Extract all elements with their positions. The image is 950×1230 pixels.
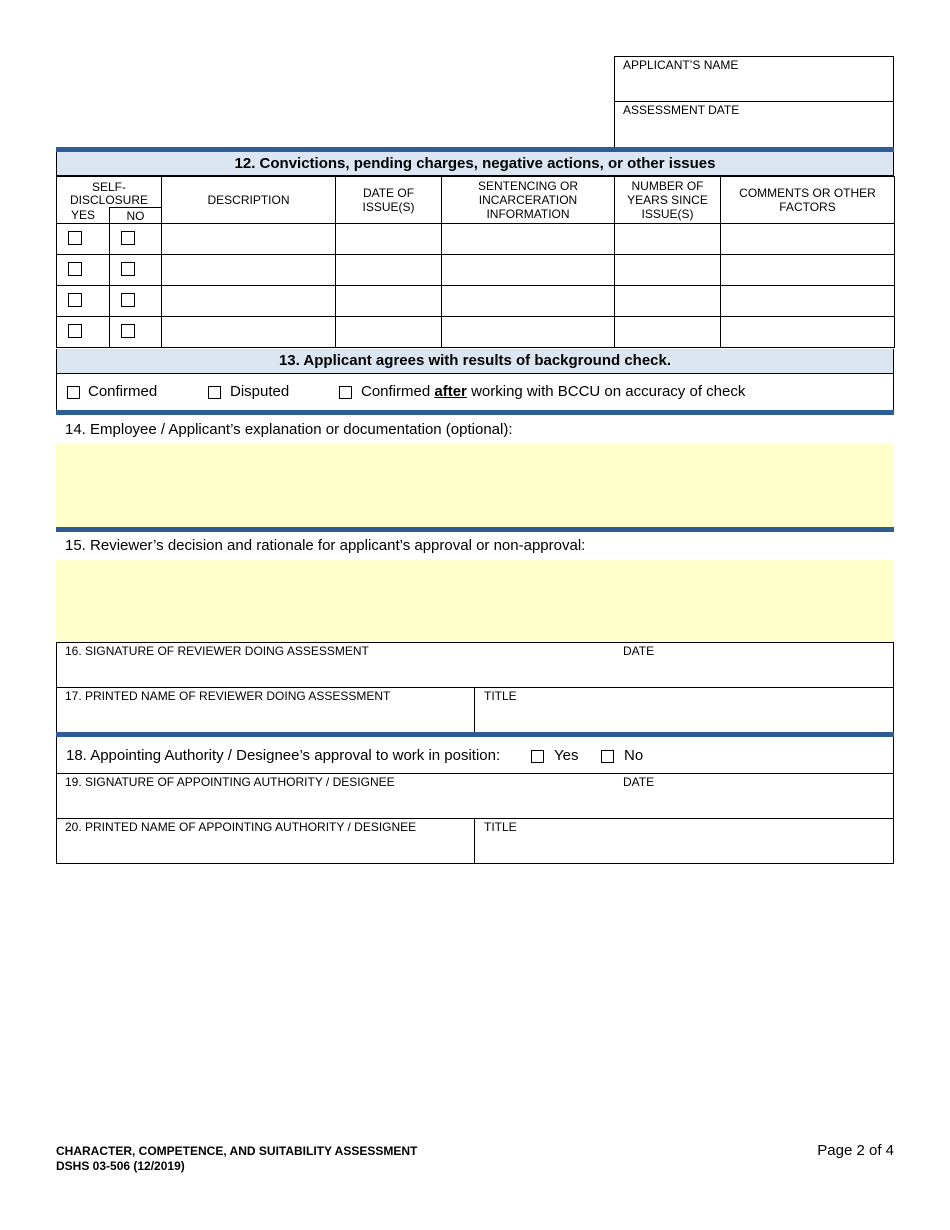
- confirmed-option[interactable]: Confirmed: [67, 374, 157, 409]
- reviewer-title-label: TITLE: [484, 689, 517, 703]
- comments-cell[interactable]: [721, 286, 895, 317]
- reviewer-signature-label: 16. SIGNATURE OF REVIEWER DOING ASSESSMENT: [65, 644, 369, 658]
- col-description: DESCRIPTION: [162, 177, 336, 224]
- yes-checkbox[interactable]: [68, 324, 82, 338]
- section13-title-row: [56, 349, 894, 374]
- date-cell[interactable]: [336, 286, 442, 317]
- section14-label: 14. Employee / Applicant’s explanation or documentation (optional):: [65, 421, 513, 438]
- authority-date-label: DATE: [623, 775, 655, 789]
- authority-signature-field[interactable]: [57, 774, 893, 819]
- section18-label: 18. Appointing Authority / Designee’s approval to work in position:: [66, 747, 501, 764]
- disputed-checkbox[interactable]: [208, 386, 221, 399]
- years-cell[interactable]: [615, 317, 721, 348]
- reviewer-signature-field[interactable]: [57, 643, 893, 688]
- col-date-of-issue: DATE OF ISSUE(S): [336, 177, 442, 224]
- table-row: [57, 317, 895, 348]
- col-sentencing: SENTENCING OR INCARCERATION INFORMATION: [442, 177, 615, 224]
- reviewer-name-field[interactable]: [57, 688, 475, 733]
- authority-title-field[interactable]: [476, 819, 893, 863]
- section18-row: [57, 737, 893, 774]
- section15-label: 15. Reviewer’s decision and rationale for applicant’s approval or non-approval:: [65, 537, 586, 554]
- yes-checkbox[interactable]: [68, 231, 82, 245]
- no-checkbox[interactable]: [121, 231, 135, 245]
- applicant-name-field[interactable]: [615, 57, 893, 102]
- appointing-authority-box: [56, 737, 894, 864]
- yes-checkbox[interactable]: [68, 262, 82, 276]
- approval-yes-checkbox[interactable]: [531, 750, 544, 763]
- yes-checkbox-cell: [57, 255, 110, 286]
- sentencing-cell[interactable]: [442, 224, 615, 255]
- section15-rationale-field[interactable]: [56, 560, 894, 642]
- authority-name-label: 20. PRINTED NAME OF APPOINTING AUTHORITY / DESIGNEE: [65, 820, 417, 834]
- description-cell[interactable]: [162, 317, 336, 348]
- no-checkbox-cell: [110, 224, 162, 255]
- date-cell[interactable]: [336, 255, 442, 286]
- applicant-header-box: [614, 56, 894, 148]
- table-row: [57, 224, 895, 255]
- comments-cell[interactable]: [721, 224, 895, 255]
- description-cell[interactable]: [162, 224, 336, 255]
- description-cell[interactable]: [162, 255, 336, 286]
- page-number: Page 2 of 4: [817, 1142, 894, 1159]
- comments-cell[interactable]: [721, 255, 895, 286]
- yes-checkbox-cell: [57, 224, 110, 255]
- section12-title-row: [56, 152, 894, 176]
- col-no: NO: [110, 208, 162, 224]
- no-checkbox[interactable]: [121, 324, 135, 338]
- assessment-date-label: ASSESSMENT DATE: [623, 103, 740, 117]
- yes-checkbox[interactable]: [68, 293, 82, 307]
- divider-bar: [56, 410, 894, 415]
- confirmed-after-option[interactable]: Confirmed after working with BCCU on accuracy of check: [339, 374, 745, 409]
- no-checkbox-cell: [110, 286, 162, 317]
- section12-title: 12. Convictions, pending charges, negative actions, or other issues: [234, 155, 716, 172]
- no-checkbox-cell: [110, 255, 162, 286]
- disputed-option[interactable]: Disputed: [208, 374, 289, 409]
- reviewer-title-field[interactable]: [476, 688, 893, 733]
- no-checkbox[interactable]: [121, 293, 135, 307]
- confirmed-checkbox[interactable]: [67, 386, 80, 399]
- no-checkbox[interactable]: [121, 262, 135, 276]
- description-cell[interactable]: [162, 286, 336, 317]
- section13-options-row: [56, 374, 894, 410]
- date-cell[interactable]: [336, 317, 442, 348]
- comments-cell[interactable]: [721, 317, 895, 348]
- table-row: [57, 286, 895, 317]
- table-row: [57, 255, 895, 286]
- sentencing-cell[interactable]: [442, 255, 615, 286]
- col-comments: COMMENTS OR OTHER FACTORS: [721, 177, 895, 224]
- col-years-since: NUMBER OF YEARS SINCE ISSUE(S): [615, 177, 721, 224]
- years-cell[interactable]: [615, 255, 721, 286]
- convictions-table: [56, 176, 895, 348]
- date-cell[interactable]: [336, 224, 442, 255]
- no-checkbox-cell: [110, 317, 162, 348]
- yes-checkbox-cell: [57, 286, 110, 317]
- col-self-disclosure: SELF-DISCLOSURE: [57, 177, 162, 208]
- reviewer-date-label: DATE: [623, 644, 655, 658]
- authority-signature-label: 19. SIGNATURE OF APPOINTING AUTHORITY / DESIGNEE: [65, 775, 395, 789]
- approval-no-checkbox[interactable]: [601, 750, 614, 763]
- sentencing-cell[interactable]: [442, 286, 615, 317]
- confirmed-after-checkbox[interactable]: [339, 386, 352, 399]
- authority-title-label: TITLE: [484, 820, 517, 834]
- years-cell[interactable]: [615, 286, 721, 317]
- reviewer-signature-box: [56, 642, 894, 733]
- approval-no-option[interactable]: No: [601, 737, 643, 775]
- years-cell[interactable]: [615, 224, 721, 255]
- section14-explanation-field[interactable]: [56, 443, 894, 527]
- assessment-date-field[interactable]: [615, 102, 893, 147]
- sentencing-cell[interactable]: [442, 317, 615, 348]
- col-yes: YES: [57, 208, 110, 224]
- approval-yes-option[interactable]: Yes: [531, 737, 578, 775]
- divider-bar: [56, 527, 894, 532]
- yes-checkbox-cell: [57, 317, 110, 348]
- authority-name-field[interactable]: [57, 819, 475, 863]
- applicant-name-label: APPLICANT’S NAME: [623, 58, 739, 72]
- form-number: DSHS 03-506 (12/2019): [56, 1159, 185, 1173]
- form-title: CHARACTER, COMPETENCE, AND SUITABILITY ASSESSMENT: [56, 1144, 418, 1158]
- reviewer-name-label: 17. PRINTED NAME OF REVIEWER DOING ASSESSMENT: [65, 689, 391, 703]
- section13-title: 13. Applicant agrees with results of background check.: [278, 352, 672, 369]
